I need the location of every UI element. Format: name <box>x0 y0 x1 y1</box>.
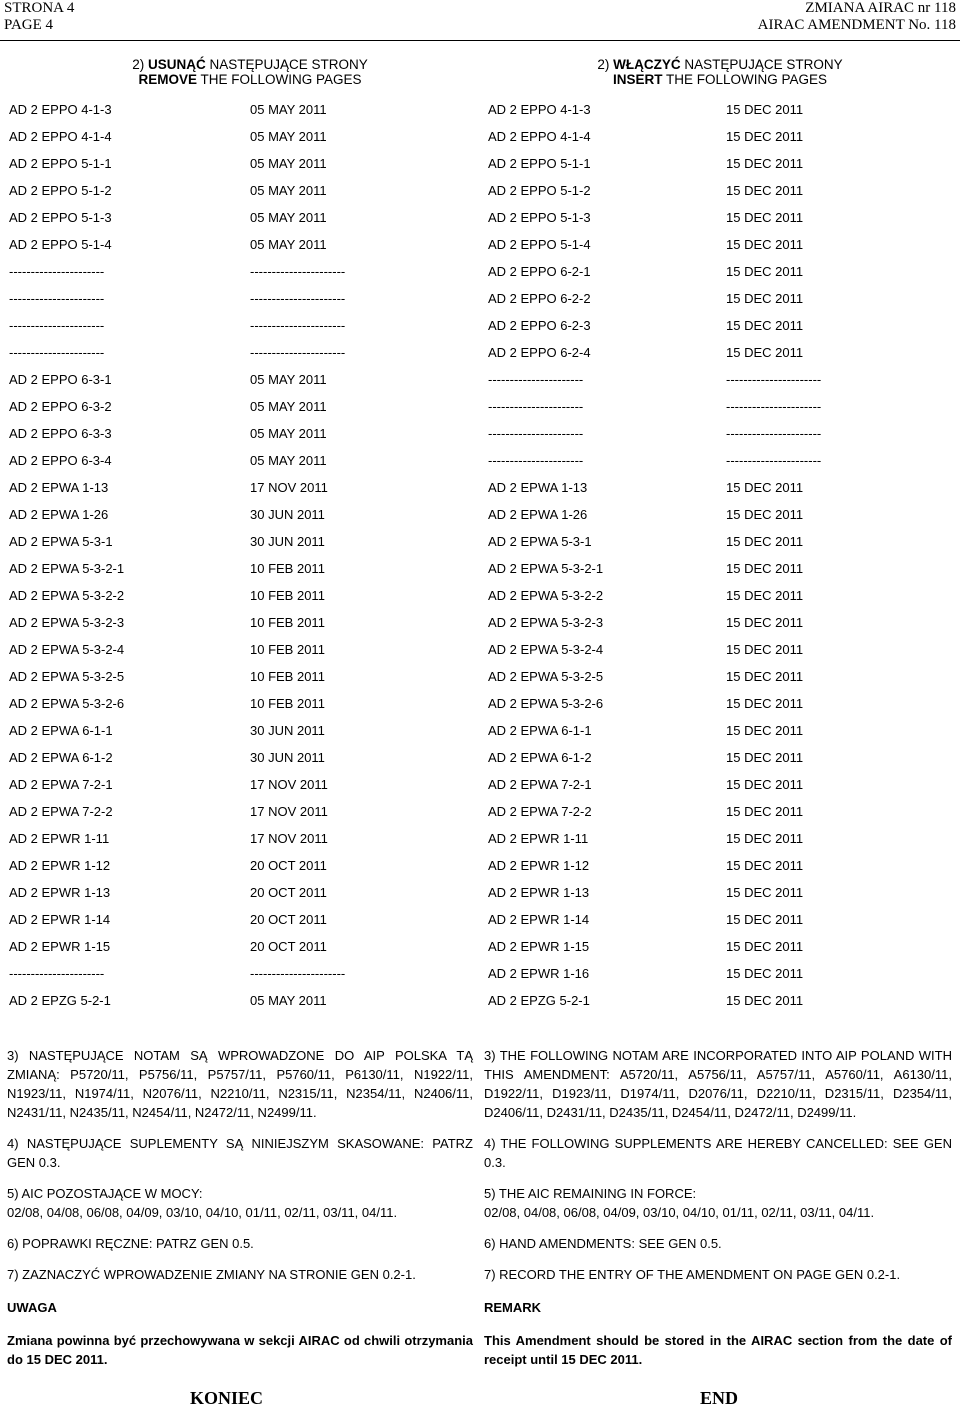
inserted-page-id: AD 2 EPPO 5-1-3 <box>488 210 591 225</box>
inserted-page-id: AD 2 EPWA 6-1-1 <box>488 723 592 738</box>
amendment-title-en: AIRAC AMENDMENT No. 118 <box>757 17 956 33</box>
removed-page-id: AD 2 EPWA 1-13 <box>9 480 109 495</box>
inserted-page-date: ---------------------- <box>726 426 822 441</box>
remove-heading-en: REMOVE THE FOLLOWING PAGES <box>138 72 362 87</box>
inserted-page-id: ---------------------- <box>488 399 584 414</box>
removed-page-id: ---------------------- <box>9 291 105 306</box>
removed-page-id: AD 2 EPWA 7-2-2 <box>9 804 113 819</box>
inserted-page-date: 15 DEC 2011 <box>726 345 804 360</box>
record-entry-note-en: 7) RECORD THE ENTRY OF THE AMENDMENT ON PAGE GEN 0.2-1. <box>484 1267 901 1282</box>
inserted-page-id: AD 2 EPPO 5-1-4 <box>488 237 591 252</box>
supplements-note-en: 4) THE FOLLOWING SUPPLEMENTS ARE HEREBY CANCELLED: SEE GEN 0.3. <box>484 1136 952 1170</box>
inserted-page-id: AD 2 EPZG 5-2-1 <box>488 993 590 1008</box>
inserted-page-date: 15 DEC 2011 <box>726 885 804 900</box>
notam-note-en: 3) THE FOLLOWING NOTAM ARE INCORPORATED INTO AIP POLAND WITH THIS AMENDMENT: A5720/11, A5756/11, A5757/11, A5760/11, A6130/11, D1922/11, D1923/11, D1974/11, D2076/11, D2210/11, D2315/11, D2354/11, D2406/11, D2431/11, D2435/11, D2454/11, D2472/11, D2499/11. <box>484 1048 952 1120</box>
removed-page-id: AD 2 EPPO 6-3-3 <box>9 426 112 441</box>
record-entry-note-pl: 7) ZAZNACZYĆ WPROWADZENIE ZMIANY NA STRONIE GEN 0.2-1. <box>7 1267 416 1282</box>
inserted-page-date: 15 DEC 2011 <box>726 507 804 522</box>
table-row <box>0 663 960 690</box>
table-row <box>0 582 960 609</box>
inserted-page-date: 15 DEC 2011 <box>726 264 804 279</box>
inserted-page-id: AD 2 EPWA 5-3-2-4 <box>488 642 604 657</box>
table-row <box>0 987 960 1014</box>
amendment-header <box>758 0 956 34</box>
removed-page-id: AD 2 EPWA 1-26 <box>9 507 109 522</box>
supplements-note-pl: 4) NASTĘPUJĄCE SUPLEMENTY SĄ NINIEJSZYM SKASOWANE: PATRZ GEN 0.3. <box>7 1136 473 1170</box>
removed-page-id: AD 2 EPWR 1-14 <box>9 912 111 927</box>
removed-page-date: 05 MAY 2011 <box>250 453 327 468</box>
removed-page-date: 20 OCT 2011 <box>250 912 327 927</box>
table-row <box>0 555 960 582</box>
removed-page-id: ---------------------- <box>9 966 105 981</box>
removed-page-id: AD 2 EPPO 6-3-2 <box>9 399 112 414</box>
removed-page-date: 05 MAY 2011 <box>250 156 327 171</box>
removed-page-date: 05 MAY 2011 <box>250 993 327 1008</box>
removed-page-date: 05 MAY 2011 <box>250 102 327 117</box>
table-row <box>0 285 960 312</box>
table-row <box>0 366 960 393</box>
removed-page-date: 10 FEB 2011 <box>250 588 325 603</box>
table-row <box>0 528 960 555</box>
removed-page-id: ---------------------- <box>9 345 105 360</box>
insert-heading-pl: 2) WŁĄCZYĆ NASTĘPUJĄCE STRONY <box>597 57 843 72</box>
removed-page-id: AD 2 EPPO 5-1-3 <box>9 210 112 225</box>
removed-page-date: 05 MAY 2011 <box>250 210 327 225</box>
inserted-page-date: 15 DEC 2011 <box>726 183 804 198</box>
table-row <box>0 150 960 177</box>
removed-page-date: 17 NOV 2011 <box>250 831 328 846</box>
removed-page-date: ---------------------- <box>250 318 346 333</box>
inserted-page-id: AD 2 EPPO 6-2-3 <box>488 318 591 333</box>
removed-page-id: AD 2 EPWA 5-3-2-2 <box>9 588 125 603</box>
page-number-pl: STRONA 4 <box>4 0 75 16</box>
inserted-page-date: 15 DEC 2011 <box>726 210 804 225</box>
removed-page-date: 10 FEB 2011 <box>250 561 325 576</box>
removed-page-date: 30 JUN 2011 <box>250 534 325 549</box>
inserted-page-id: AD 2 EPWA 7-2-2 <box>488 804 592 819</box>
removed-page-date: 10 FEB 2011 <box>250 696 325 711</box>
inserted-page-id: AD 2 EPWA 6-1-2 <box>488 750 592 765</box>
inserted-page-date: 15 DEC 2011 <box>726 966 804 981</box>
removed-page-id: AD 2 EPWR 1-13 <box>9 885 111 900</box>
inserted-page-id: AD 2 EPPO 6-2-1 <box>488 264 591 279</box>
inserted-page-date: 15 DEC 2011 <box>726 750 804 765</box>
inserted-page-date: 15 DEC 2011 <box>726 615 804 630</box>
table-row <box>0 123 960 150</box>
removed-page-date: 20 OCT 2011 <box>250 885 327 900</box>
removed-page-date: 05 MAY 2011 <box>250 183 327 198</box>
table-row <box>0 501 960 528</box>
table-row <box>0 771 960 798</box>
table-row <box>0 447 960 474</box>
removed-page-date: 05 MAY 2011 <box>250 129 327 144</box>
removed-page-id: AD 2 EPWR 1-15 <box>9 939 111 954</box>
page-number-header <box>4 0 74 34</box>
inserted-page-date: 15 DEC 2011 <box>726 156 804 171</box>
hand-amendments-note-en: 6) HAND AMENDMENTS: SEE GEN 0.5. <box>484 1236 722 1251</box>
table-row <box>0 204 960 231</box>
inserted-page-date: 15 DEC 2011 <box>726 696 804 711</box>
removed-page-id: AD 2 EPWR 1-11 <box>9 831 110 846</box>
removed-page-id: AD 2 EPWA 6-1-1 <box>9 723 113 738</box>
removed-page-id: AD 2 EPWA 7-2-1 <box>9 777 113 792</box>
aic-note-en: 5) THE AIC REMAINING IN FORCE: 02/08, 04/08, 06/08, 04/09, 03/10, 04/10, 01/11, 02/11, 03/11, 04/11. <box>484 1186 875 1220</box>
removed-page-id: AD 2 EPZG 5-2-1 <box>9 993 111 1008</box>
removed-page-date: 20 OCT 2011 <box>250 939 327 954</box>
inserted-page-id: AD 2 EPWA 5-3-1 <box>488 534 592 549</box>
removed-page-date: 10 FEB 2011 <box>250 615 325 630</box>
table-row <box>0 690 960 717</box>
inserted-page-id: AD 2 EPPO 6-2-4 <box>488 345 591 360</box>
inserted-page-id: AD 2 EPPO 4-1-4 <box>488 129 591 144</box>
inserted-page-date: 15 DEC 2011 <box>726 669 804 684</box>
inserted-page-id: AD 2 EPWA 5-3-2-3 <box>488 615 604 630</box>
table-row <box>0 339 960 366</box>
page-list-table <box>0 96 960 1014</box>
removed-page-id: AD 2 EPWA 6-1-2 <box>9 750 113 765</box>
inserted-page-date: 15 DEC 2011 <box>726 939 804 954</box>
inserted-page-id: AD 2 EPWA 7-2-1 <box>488 777 592 792</box>
insert-pages-heading <box>570 57 870 87</box>
page-number-en: PAGE 4 <box>4 17 54 33</box>
inserted-page-id: AD 2 EPWR 1-14 <box>488 912 590 927</box>
aic-note-pl: 5) AIC POZOSTAJĄCE W MOCY: 02/08, 04/08, 06/08, 04/09, 03/10, 04/10, 01/11, 02/11, 03/11, 04/11. <box>7 1186 398 1220</box>
inserted-page-id: AD 2 EPWR 1-16 <box>488 966 590 981</box>
amendment-title-pl: ZMIANA AIRAC nr 118 <box>805 0 956 16</box>
table-row <box>0 744 960 771</box>
inserted-page-date: ---------------------- <box>726 399 822 414</box>
inserted-page-date: ---------------------- <box>726 453 822 468</box>
inserted-page-id: AD 2 EPWA 5-3-2-1 <box>488 561 604 576</box>
inserted-page-id: AD 2 EPWR 1-12 <box>488 858 590 873</box>
inserted-page-date: 15 DEC 2011 <box>726 858 804 873</box>
table-row <box>0 474 960 501</box>
hand-amendments-note-pl: 6) POPRAWKI RĘCZNE: PATRZ GEN 0.5. <box>7 1236 254 1251</box>
inserted-page-id: AD 2 EPWA 1-13 <box>488 480 588 495</box>
inserted-page-date: 15 DEC 2011 <box>726 723 804 738</box>
removed-page-date: 17 NOV 2011 <box>250 480 328 495</box>
removed-page-date: ---------------------- <box>250 291 346 306</box>
table-row <box>0 177 960 204</box>
insert-heading-en: INSERT THE FOLLOWING PAGES <box>612 72 828 87</box>
removed-page-id: AD 2 EPPO 6-3-4 <box>9 453 112 468</box>
table-row <box>0 960 960 987</box>
table-row <box>0 312 960 339</box>
end-word-en: END <box>700 1388 739 1408</box>
table-row <box>0 420 960 447</box>
table-row <box>0 96 960 123</box>
removed-page-date: 05 MAY 2011 <box>250 237 327 252</box>
inserted-page-date: 15 DEC 2011 <box>726 291 804 306</box>
removed-page-id: AD 2 EPPO 4-1-3 <box>9 102 112 117</box>
removed-page-date: 30 JUN 2011 <box>250 723 325 738</box>
table-row <box>0 852 960 879</box>
removed-page-date: 10 FEB 2011 <box>250 669 325 684</box>
removed-page-id: ---------------------- <box>9 318 105 333</box>
removed-page-date: ---------------------- <box>250 966 346 981</box>
inserted-page-id: AD 2 EPWA 5-3-2-2 <box>488 588 604 603</box>
removed-page-id: AD 2 EPPO 6-3-1 <box>9 372 112 387</box>
removed-page-id: AD 2 EPPO 5-1-1 <box>9 156 112 171</box>
removed-page-id: ---------------------- <box>9 264 105 279</box>
inserted-page-id: AD 2 EPWR 1-11 <box>488 831 589 846</box>
removed-page-id: AD 2 EPPO 5-1-2 <box>9 183 112 198</box>
remove-heading-pl: 2) USUNĄĆ NASTĘPUJĄCE STRONY <box>132 57 368 72</box>
removed-page-date: ---------------------- <box>250 345 346 360</box>
removed-page-date: 05 MAY 2011 <box>250 399 327 414</box>
inserted-page-date: 15 DEC 2011 <box>726 777 804 792</box>
header-divider <box>0 40 960 41</box>
inserted-page-id: ---------------------- <box>488 453 584 468</box>
inserted-page-date: 15 DEC 2011 <box>726 588 804 603</box>
removed-page-date: 17 NOV 2011 <box>250 804 328 819</box>
inserted-page-id: ---------------------- <box>488 426 584 441</box>
inserted-page-id: AD 2 EPWA 5-3-2-6 <box>488 696 604 711</box>
inserted-page-id: ---------------------- <box>488 372 584 387</box>
remark-text-pl: Zmiana powinna być przechowywana w sekcji AIRAC od chwili otrzymania do 15 DEC 2011. <box>7 1333 473 1367</box>
removed-page-date: 10 FEB 2011 <box>250 642 325 657</box>
removed-page-id: AD 2 EPWA 5-3-2-5 <box>9 669 125 684</box>
end-word-pl: KONIEC <box>190 1388 264 1408</box>
inserted-page-id: AD 2 EPPO 5-1-1 <box>488 156 591 171</box>
inserted-page-date: 15 DEC 2011 <box>726 804 804 819</box>
inserted-page-date: 15 DEC 2011 <box>726 480 804 495</box>
inserted-page-id: AD 2 EPPO 5-1-2 <box>488 183 591 198</box>
removed-page-date: 05 MAY 2011 <box>250 426 327 441</box>
inserted-page-id: AD 2 EPWR 1-13 <box>488 885 590 900</box>
inserted-page-id: AD 2 EPPO 4-1-3 <box>488 102 591 117</box>
remove-pages-heading <box>100 57 400 87</box>
removed-page-id: AD 2 EPWA 5-3-1 <box>9 534 113 549</box>
inserted-page-date: 15 DEC 2011 <box>726 561 804 576</box>
inserted-page-date: 15 DEC 2011 <box>726 642 804 657</box>
removed-page-date: 17 NOV 2011 <box>250 777 328 792</box>
inserted-page-date: 15 DEC 2011 <box>726 912 804 927</box>
table-row <box>0 933 960 960</box>
table-row <box>0 798 960 825</box>
inserted-page-date: 15 DEC 2011 <box>726 102 804 117</box>
remark-title-pl: UWAGA <box>7 1300 57 1315</box>
table-row <box>0 825 960 852</box>
inserted-page-date: 15 DEC 2011 <box>726 237 804 252</box>
table-row <box>0 879 960 906</box>
removed-page-id: AD 2 EPWA 5-3-2-1 <box>9 561 125 576</box>
table-row <box>0 636 960 663</box>
remark-text-en: This Amendment should be stored in the AIRAC section from the date of receipt until 15 DEC 2011. <box>484 1333 952 1367</box>
english-notes <box>484 1046 952 1381</box>
removed-page-id: AD 2 EPWA 5-3-2-4 <box>9 642 125 657</box>
removed-page-date: ---------------------- <box>250 264 346 279</box>
table-row <box>0 231 960 258</box>
polish-notes <box>7 1046 473 1381</box>
removed-page-id: AD 2 EPPO 4-1-4 <box>9 129 112 144</box>
remark-title-en: REMARK <box>484 1300 542 1315</box>
inserted-page-id: AD 2 EPWR 1-15 <box>488 939 590 954</box>
table-row <box>0 717 960 744</box>
inserted-page-date: 15 DEC 2011 <box>726 831 804 846</box>
table-row <box>0 258 960 285</box>
removed-page-date: 30 JUN 2011 <box>250 507 325 522</box>
inserted-page-date: ---------------------- <box>726 372 822 387</box>
removed-page-date: 20 OCT 2011 <box>250 858 327 873</box>
removed-page-id: AD 2 EPWR 1-12 <box>9 858 111 873</box>
inserted-page-id: AD 2 EPPO 6-2-2 <box>488 291 591 306</box>
table-row <box>0 609 960 636</box>
inserted-page-date: 15 DEC 2011 <box>726 318 804 333</box>
removed-page-id: AD 2 EPWA 5-3-2-3 <box>9 615 125 630</box>
removed-page-id: AD 2 EPWA 5-3-2-6 <box>9 696 125 711</box>
table-row <box>0 906 960 933</box>
table-row <box>0 393 960 420</box>
inserted-page-id: AD 2 EPWA 1-26 <box>488 507 588 522</box>
inserted-page-id: AD 2 EPWA 5-3-2-5 <box>488 669 604 684</box>
notam-note-pl: 3) NASTĘPUJĄCE NOTAM SĄ WPROWADZONE DO AIP POLSKA TĄ ZMIANĄ: P5720/11, P5756/11, P5757/11, P5760/11, P6130/11, N1922/11, N1923/11, N1974/11, N2076/11, N2210/11, N2315/11, N2354/11, N2406/11, N2431/11, N2435/11, N2454/11, N2472/11, N2499/11. <box>7 1048 473 1120</box>
removed-page-date: 30 JUN 2011 <box>250 750 325 765</box>
inserted-page-date: 15 DEC 2011 <box>726 534 804 549</box>
removed-page-id: AD 2 EPPO 5-1-4 <box>9 237 112 252</box>
removed-page-date: 05 MAY 2011 <box>250 372 327 387</box>
inserted-page-date: 15 DEC 2011 <box>726 993 804 1008</box>
inserted-page-date: 15 DEC 2011 <box>726 129 804 144</box>
